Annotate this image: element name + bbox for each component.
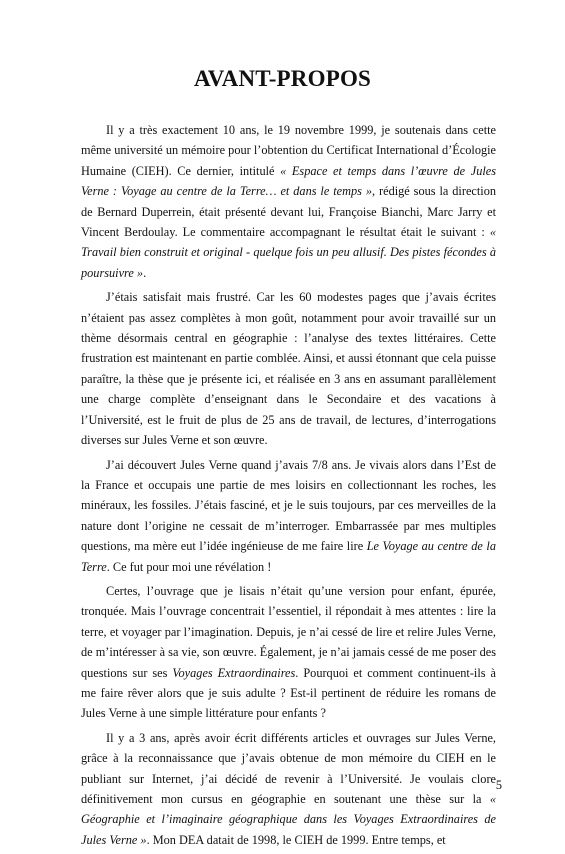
text-run: Certes, l’ouvrage que je lisais n’était qu’une version pour enfant, épurée, tronquée. Mais l’ouvrage concentrait l’essentiel, il répondait à mes attentes : lire la terre, et voyager par l’imagination. Depuis, je n’ai cessé de lire et relire Jules Verne, de m’intéresser à sa vie, son œuvre. Également, je n’ai jamais cessé de me poser des questions sur ses bbox=[81, 583, 496, 680]
text-run: , rédigé sous la direction de Bernard Duperrein, était présenté devant lui, Françoise Bianchi, Marc Jarry et Vincent Berdoulay. Le commentaire accompagnant le résultat était le suivant : bbox=[81, 184, 496, 240]
page-number: 5 bbox=[495, 778, 502, 792]
paragraph bbox=[81, 728, 496, 850]
italic-text-run: « Espace et temps dans l’œuvre de Jules Verne : Voyage au centre de la Terre… et dans le temps » bbox=[81, 163, 496, 199]
italic-text-run: « Géographie et l’imaginaire géographique dans les Voyages Extraordinaires de Jules Verne » bbox=[81, 792, 496, 847]
text-run: . Mon DEA datait de 1998, le CIEH de 1999. Entre temps, et bbox=[146, 832, 446, 847]
text-run: Il y a très exactement 10 ans, le 19 novembre 1999, je soutenais dans cette même université un mémoire pour l’obtention du Certificat International d’Écologie Humaine (CIEH). Ce dernier, intitulé bbox=[81, 123, 496, 178]
italic-text-run: Le Voyage au centre de la Terre bbox=[81, 539, 496, 574]
italic-text-run: « Travail bien construit et original - quelque fois un peu allusif. Des pistes fécondes à poursuivre » bbox=[81, 225, 496, 280]
text-run: . bbox=[143, 265, 147, 280]
paragraph bbox=[81, 455, 496, 577]
text-run: J’ai découvert Jules Verne quand j’avais 7/8 ans. Je vivais alors dans l’Est de la France et occupais une partie de mes loisirs en collectionnant les roches, les minéraux, les fossiles. J’étais fasciné, et je le suis toujours, par ces merveilles de la nature dont l’origine ne cessait de m’interroger. Embarrassée par mes multiples questions, ma mère eut l’idée ingénieuse de me faire lire bbox=[81, 457, 496, 554]
text-run: J’étais satisfait mais frustré. Car les 60 modestes pages que j’avais écrites n’étaient pas assez complètes à mon goût, notamment pour avoir travaillé sur un thème désormais central en géographie : l’analyse des textes littéraires. Cette frustration est maintenant en partie comblée. Ainsi, et aussi étonnant que cela puisse paraître, la thèse que je présente ici, et réalisée en 3 ans en assumant parallèlement une charge complète d’enseignant dans le Secondaire et des vacations à l’Université, est le fruit de plus de 25 ans de travail, de lectures, d’interrogations diverses sur Jules Verne et son œuvre. bbox=[81, 290, 496, 448]
body-text bbox=[81, 120, 496, 854]
text-run: . Pourquoi et comment continuent-ils à me faire rêver alors que je suis adulte ? Est-il pertinent de réduire les romans de Jules Verne à une simple littérature pour enfants ? bbox=[81, 665, 496, 721]
paragraph bbox=[81, 120, 496, 283]
paragraph bbox=[81, 581, 496, 724]
page-title: AVANT-PROPOS bbox=[193, 66, 372, 91]
text-run: . Ce fut pour moi une révélation ! bbox=[106, 559, 272, 574]
paragraph bbox=[81, 287, 496, 450]
text-run: Il y a 3 ans, après avoir écrit différents articles et ouvrages sur Jules Verne, grâce à la reconnaissance que j’avais obtenue de mon mémoire du CIEH en le publiant sur Internet, j’ai décidé de revenir à l’Université. Je voulais clore définitivement mon cursus en géographie en soutenant une thèse sur la bbox=[81, 730, 496, 806]
italic-text-run: Voyages Extraordinaires bbox=[172, 665, 296, 680]
